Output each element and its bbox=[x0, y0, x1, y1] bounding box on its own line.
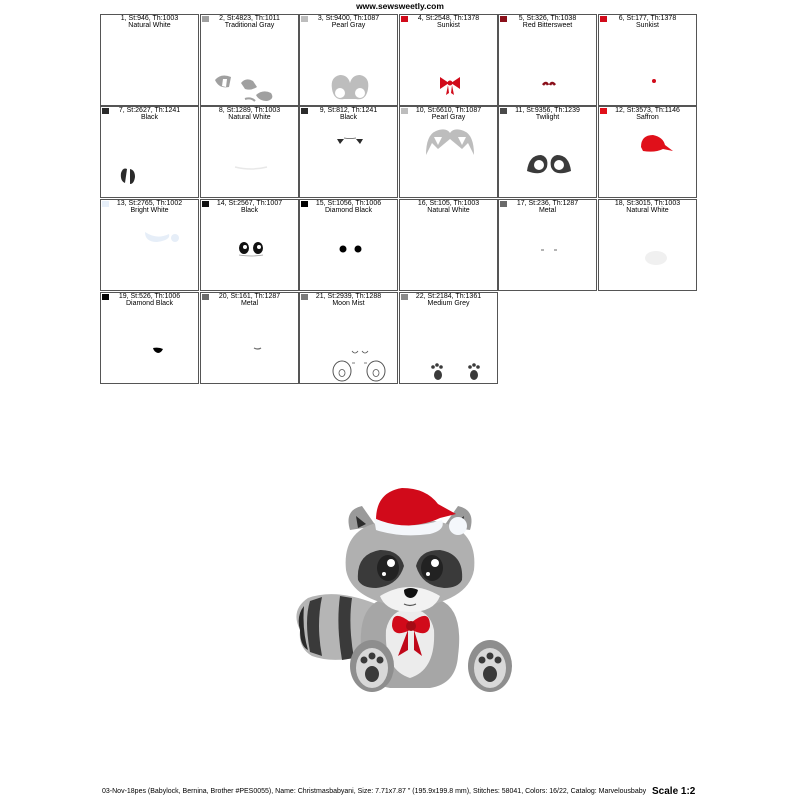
block-header: 20, St:161, Th:1287 bbox=[218, 293, 281, 300]
color-block-15 bbox=[299, 199, 398, 291]
site-url: www.sewsweetly.com bbox=[356, 1, 444, 11]
thread-name: Bright White bbox=[130, 207, 169, 214]
raccoon-embroidery-artwork bbox=[280, 470, 520, 710]
thread-name: Twilight bbox=[535, 114, 560, 121]
color-block-9 bbox=[299, 106, 398, 198]
ear-inner-preview bbox=[300, 107, 398, 198]
thread-name: Metal bbox=[538, 207, 557, 214]
color-block-22 bbox=[399, 292, 498, 384]
bow-preview bbox=[400, 15, 498, 106]
block-header: 10, St:6610, Th:1087 bbox=[415, 107, 482, 114]
thread-name: Pearl Gray bbox=[431, 114, 466, 121]
color-block-16 bbox=[399, 199, 498, 291]
block-header: 18, St:3015, Th:1003 bbox=[614, 200, 681, 207]
block-header: 17, St:236, Th:1287 bbox=[516, 200, 579, 207]
color-block-20 bbox=[200, 292, 299, 384]
color-block-1 bbox=[100, 14, 199, 106]
block-header: 5, St:326, Th:1038 bbox=[518, 15, 577, 22]
face-highlight-preview bbox=[201, 107, 299, 198]
bow-knot-preview bbox=[599, 15, 697, 106]
santa-hat bbox=[374, 488, 467, 535]
muzzle-preview bbox=[599, 200, 697, 291]
color-block-18 bbox=[598, 199, 697, 291]
block-header: 19, St:526, Th:1006 bbox=[118, 293, 181, 300]
block-header: 9, St:812, Th:1241 bbox=[319, 107, 378, 114]
block-header: 8, St:1289, Th:1003 bbox=[218, 107, 281, 114]
block-header: 13, St:2765, Th:1002 bbox=[116, 200, 183, 207]
color-block-7 bbox=[100, 106, 199, 198]
block-header: 7, St:2627, Th:1241 bbox=[118, 107, 181, 114]
thread-name: Natural White bbox=[626, 207, 669, 214]
color-block-6 bbox=[598, 14, 697, 106]
design-info-footer: 03-Nov-18pes (Babylock, Bernina, Brother #PES0055), Name: Christmasbabyani, Size: 7.71x7.87 " (195.9x199.8 mm), Stitches: 58041, Colors: 16/22, Catalog: Marvelousbaby bbox=[102, 788, 647, 795]
eyelash-preview bbox=[499, 200, 597, 291]
hat-preview bbox=[599, 107, 697, 198]
block-header: 16, St:105, Th:1003 bbox=[417, 200, 480, 207]
color-block-3 bbox=[299, 14, 398, 106]
block-header: 11, St:9356, Th:1239 bbox=[515, 107, 580, 114]
block-header: 1, St:946, Th:1003 bbox=[120, 15, 179, 22]
thread-name: Diamond Black bbox=[324, 207, 373, 214]
thread-name: Pearl Gray bbox=[331, 22, 366, 29]
body-preview bbox=[300, 15, 398, 106]
thread-name: Metal bbox=[240, 300, 259, 307]
thread-name: Medium Grey bbox=[427, 300, 470, 307]
eyes-preview bbox=[201, 200, 299, 291]
color-block-5 bbox=[498, 14, 597, 106]
thread-name: Diamond Black bbox=[125, 300, 174, 307]
color-block-2 bbox=[200, 14, 299, 106]
tail-dark-stripes-preview bbox=[101, 107, 199, 198]
pupils-preview bbox=[300, 200, 398, 291]
thread-name: Natural White bbox=[228, 114, 271, 121]
thread-name: Red Bittersweet bbox=[522, 22, 573, 29]
thread-name: Saffron bbox=[636, 114, 659, 121]
color-block-4 bbox=[399, 14, 498, 106]
color-block-19 bbox=[100, 292, 199, 384]
block-header: 15, St:1056, Th:1006 bbox=[315, 200, 382, 207]
thread-name: Traditional Gray bbox=[224, 22, 275, 29]
block-header: 2, St:4823, Th:1011 bbox=[219, 15, 280, 22]
paw-pads-preview bbox=[400, 293, 498, 384]
color-block-10 bbox=[399, 106, 498, 198]
paw-outline-preview bbox=[300, 293, 398, 384]
thread-name: Sunkist bbox=[636, 22, 659, 29]
tail-stripes-preview bbox=[201, 15, 299, 106]
head-preview bbox=[400, 107, 498, 198]
block-header: 22, St:2184, Th:1361 bbox=[415, 293, 482, 300]
thread-name: Black bbox=[339, 114, 358, 121]
color-block-13 bbox=[100, 199, 199, 291]
thread-name: Natural White bbox=[427, 207, 470, 214]
color-block-21 bbox=[299, 292, 398, 384]
thread-name: Black bbox=[140, 114, 159, 121]
bow-shadow-preview bbox=[499, 15, 597, 106]
block-header: 6, St:177, Th:1378 bbox=[618, 15, 677, 22]
block-header: 3, St:9400, Th:1087 bbox=[317, 15, 380, 22]
thread-name: Moon Mist bbox=[332, 300, 365, 307]
thread-name: Natural White bbox=[128, 22, 171, 29]
thread-name: Black bbox=[240, 207, 259, 214]
hat-trim-preview bbox=[101, 200, 199, 291]
color-block-11 bbox=[498, 106, 597, 198]
thread-name: Sunkist bbox=[437, 22, 460, 29]
block-header: 4, St:2548, Th:1378 bbox=[417, 15, 480, 22]
mouth-preview bbox=[201, 293, 299, 384]
block-header: 12, St:3573, Th:1146 bbox=[615, 107, 680, 114]
nose-preview bbox=[101, 293, 199, 384]
color-block-grid bbox=[100, 14, 698, 385]
color-block-14 bbox=[200, 199, 299, 291]
block-header: 14, St:2567, Th:1007 bbox=[216, 200, 283, 207]
block-header: 21, St:2939, Th:1288 bbox=[315, 293, 382, 300]
color-block-12 bbox=[598, 106, 697, 198]
color-block-8 bbox=[200, 106, 299, 198]
scale-label: Scale 1:2 bbox=[652, 786, 696, 797]
eye-mask-preview bbox=[499, 107, 597, 198]
color-block-17 bbox=[498, 199, 597, 291]
